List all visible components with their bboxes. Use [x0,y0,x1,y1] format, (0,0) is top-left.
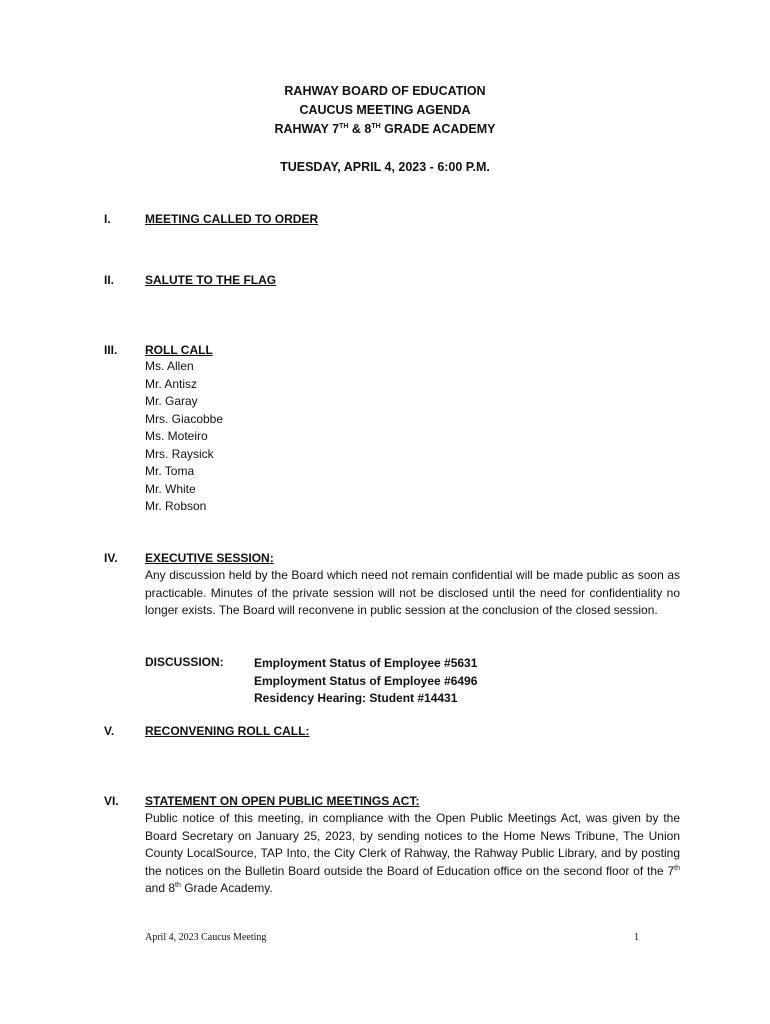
executive-session-text: Any discussion held by the Board which need not remain confidential will be made public as soon as practicable. Minutes of the private session will not be disclosed until the need for confidentiality no longer exists. The Board will reconvene in public session at the conclusion of the closed session. [145,568,680,617]
section-number: V. [104,724,115,738]
discussion-items [254,655,477,708]
school-name: RAHWAY 7TH & 8TH GRADE ACADEMY [274,122,496,136]
list-item: Ms. Moteiro [145,429,208,443]
discussion-label: DISCUSSION: [145,655,224,669]
section-title: ROLL CALL [145,343,213,357]
section-title: STATEMENT ON OPEN PUBLIC MEETINGS ACT: [145,794,420,808]
list-item: Mr. Garay [145,394,198,408]
list-item: Mr. Antisz [145,376,198,391]
section-title: SALUTE TO THE FLAG [145,273,277,287]
list-item: Mr. White [145,481,196,496]
list-item: Mr. Robson [145,499,207,513]
section-number: II. [104,273,115,287]
opma-statement-text: Public notice of this meeting, in compliance with the Open Public Meetings Act, was given by the Board Secretary on January 25, 2023, by sending notices to the Home News Tribune, The Union County LocalSource, TAP Into, the City Clerk of Rahway, the Rahway Public Library, and by posting the notices on the Bulletin Board outside the Board of Education office on the second floor of the 7th and 8th Grade Academy. [145,811,680,895]
list-item: Ms. Allen [145,359,194,373]
roll-call-list [145,358,223,516]
list-item: Mrs. Raysick [145,446,214,461]
section-title: EXECUTIVE SESSION: [145,551,274,565]
section-number: VI. [104,794,119,808]
page-number: 1 [634,932,639,943]
board-name: RAHWAY BOARD OF EDUCATION [284,84,486,98]
list-item: Mrs. Giacobbe [145,411,224,426]
list-item: Residency Hearing: Student #14431 [254,691,458,705]
section-number: IV. [104,551,118,565]
section-number: III. [104,343,118,357]
section-title: MEETING CALLED TO ORDER [145,212,319,226]
section-number: I. [104,212,111,226]
list-item: Employment Status of Employee #6496 [254,673,478,688]
footer-date: April 4, 2023 Caucus Meeting [145,932,267,943]
list-item: Employment Status of Employee #5631 [254,656,478,670]
agenda-title: CAUCUS MEETING AGENDA [299,103,471,117]
section-title: RECONVENING ROLL CALL: [145,724,310,738]
meeting-date: TUESDAY, APRIL 4, 2023 - 6:00 P.M. [280,160,490,174]
list-item: Mr. Toma [145,464,195,478]
